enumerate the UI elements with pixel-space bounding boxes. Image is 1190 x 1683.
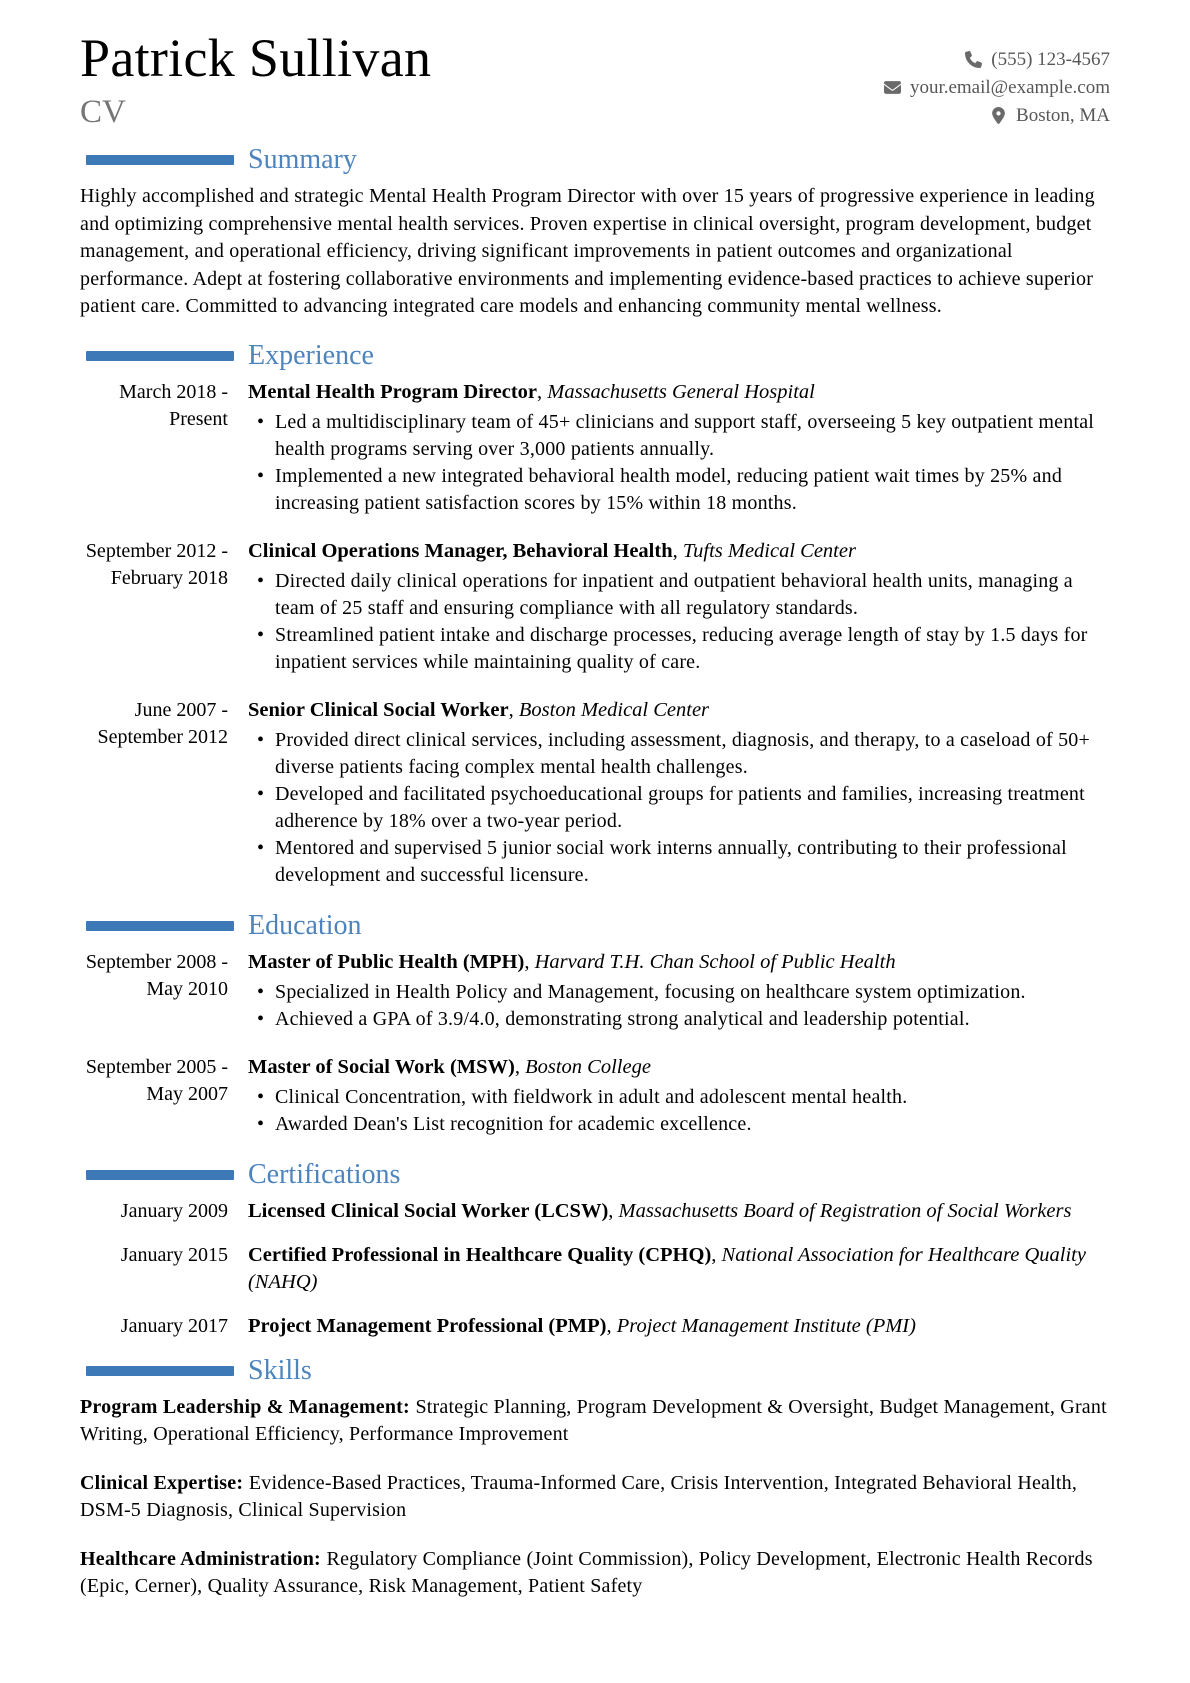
- bullet-dot: •: [257, 464, 265, 487]
- bullet-dot: •: [257, 728, 265, 751]
- entry-title: Senior Clinical Social Worker: [248, 698, 509, 721]
- entry-title-line: [248, 697, 1110, 724]
- person-name: Patrick Sullivan: [80, 28, 432, 88]
- entry-organization: Boston Medical Center: [518, 698, 710, 721]
- entry-organization: Project Management Institute (PMI): [616, 1314, 916, 1337]
- entry-title: Clinical Operations Manager, Behavioral Health: [248, 539, 673, 562]
- bullet-item: • Mentored and supervised 5 junior social work interns annually, contributing to their professional development and successful licensure.: [248, 835, 1110, 889]
- bullet-item: • Achieved a GPA of 3.9/4.0, demonstrating strong analytical and leadership potential.: [248, 1006, 1110, 1033]
- entry-title: Certified Professional in Healthcare Quality (CPHQ): [248, 1243, 712, 1266]
- certification-entry: [80, 1313, 1110, 1340]
- entry-title-line: [248, 1313, 1110, 1340]
- entry-dates: September 2012 - February 2018: [85, 539, 228, 589]
- section-accent-bar: [86, 921, 234, 931]
- entry-dates: September 2008 - May 2010: [85, 950, 228, 1000]
- experience-entry: [80, 538, 1110, 676]
- entry-separator: ,: [514, 1055, 526, 1078]
- entry-separator: ,: [711, 1243, 722, 1266]
- bullet-dot: •: [257, 836, 265, 859]
- entry-dates: March 2018 - Present: [119, 380, 228, 430]
- entry-title: Master of Social Work (MSW): [248, 1055, 515, 1078]
- skill-label: Healthcare Administration:: [80, 1547, 321, 1570]
- skill-group: [80, 1470, 1110, 1525]
- entry-title-line: [248, 379, 1110, 406]
- entry-separator: ,: [508, 698, 519, 721]
- header-identity: [80, 30, 431, 129]
- certification-entry: [80, 1198, 1110, 1225]
- bullet-item: • Clinical Concentration, with fieldwork in adult and adolescent mental health.: [248, 1084, 1110, 1111]
- entry-separator: ,: [672, 539, 683, 562]
- skill-text: Evidence-Based Practices, Trauma-Informed Care, Crisis Intervention, Integrated Behavioral Health, DSM-5 Diagnosis, Clinical Supervision: [80, 1471, 1078, 1522]
- entry-title: Project Management Professional (PMP): [248, 1314, 607, 1337]
- skill-text: Regulatory Compliance (Joint Commission), Policy Development, Electronic Health Records (Epic, Cerner), Quality Assurance, Risk Management, Patient Safety: [80, 1547, 1093, 1598]
- entry-organization: Harvard T.H. Chan School of Public Health: [534, 950, 896, 973]
- entry-dates: June 2007 - September 2012: [97, 698, 228, 748]
- skill-label: Program Leadership & Management:: [80, 1395, 410, 1418]
- email-icon: [884, 79, 901, 96]
- phone-icon: [965, 51, 982, 68]
- entry-separator: ,: [606, 1314, 617, 1337]
- bullet-dot: •: [257, 980, 265, 1003]
- document-subtitle: CV: [80, 93, 126, 130]
- bullet-dot: •: [257, 1007, 265, 1030]
- section-accent-bar: [86, 351, 234, 361]
- contact-location: Boston, MA: [1016, 105, 1110, 126]
- bullet-item: • Led a multidisciplinary team of 45+ clinicians and support staff, overseeing 5 key outpatient mental health programs serving over 3,000 patients annually.: [248, 409, 1110, 463]
- section-title-skills: Skills: [248, 1354, 312, 1386]
- experience-section-header: [80, 340, 1110, 372]
- entry-dates: January 2015: [120, 1243, 228, 1266]
- section-accent-bar: [86, 155, 234, 165]
- entry-title-line: [248, 538, 1110, 565]
- skill-group: [80, 1394, 1110, 1449]
- bullet-item: • Specialized in Health Policy and Management, focusing on healthcare system optimization.: [248, 979, 1110, 1006]
- bullet-item: • Provided direct clinical services, including assessment, diagnosis, and therapy, to a caseload of 50+ diverse patients facing complex mental health challenges.: [248, 727, 1110, 781]
- certifications-section-header: [80, 1159, 1110, 1191]
- experience-entry: [80, 379, 1110, 517]
- entry-organization: Tufts Medical Center: [682, 539, 856, 562]
- bullet-item: • Developed and facilitated psychoeducational groups for patients and families, increasing treatment adherence by 18% over a two-year period.: [248, 781, 1110, 835]
- bullet-item: • Implemented a new integrated behavioral health model, reducing patient wait times by 25% and increasing patient satisfaction scores by 15% within 18 months.: [248, 463, 1110, 517]
- entry-title-line: [248, 1198, 1110, 1225]
- section-accent-bar: [86, 1366, 234, 1376]
- entry-separator: ,: [537, 380, 548, 403]
- bullet-dot: •: [257, 782, 265, 805]
- certification-entry: [80, 1242, 1110, 1296]
- contact-email: your.email@example.com: [909, 77, 1110, 98]
- skill-text: Strategic Planning, Program Development & Oversight, Budget Management, Grant Writing, Operational Efficiency, Performance Improvement: [80, 1395, 1107, 1446]
- bullet-dot: •: [257, 623, 265, 646]
- contact-location-row: [990, 104, 1110, 127]
- entry-organization: National Association for Healthcare Quality (NAHQ): [248, 1243, 1086, 1293]
- location-pin-icon: [990, 107, 1007, 124]
- bullet-item: • Directed daily clinical operations for inpatient and outpatient behavioral health units, managing a team of 25 staff and ensuring compliance with all regulatory standards.: [248, 568, 1110, 622]
- bullet-item: • Streamlined patient intake and discharge processes, reducing average length of stay by 1.5 days for inpatient services while maintaining quality of care.: [248, 622, 1110, 676]
- entry-title: Mental Health Program Director: [248, 380, 537, 403]
- skill-group: [80, 1546, 1110, 1601]
- section-title-summary: Summary: [248, 144, 357, 176]
- contact-phone-row: [965, 48, 1110, 71]
- contact-phone: (555) 123-4567: [991, 49, 1110, 70]
- bullet-item: • Awarded Dean's List recognition for academic excellence.: [248, 1111, 1110, 1138]
- entry-organization: Boston College: [525, 1055, 651, 1078]
- header: [80, 30, 1110, 129]
- entry-separator: ,: [608, 1199, 619, 1222]
- contact-block: [884, 48, 1110, 127]
- entry-dates: January 2017: [120, 1314, 228, 1337]
- bullet-dot: •: [257, 1112, 265, 1135]
- education-section-header: [80, 910, 1110, 942]
- skills-section-header: [80, 1355, 1110, 1387]
- entry-dates: January 2009: [120, 1199, 228, 1222]
- contact-email-row: [884, 76, 1110, 99]
- education-entry: [80, 1054, 1110, 1138]
- section-title-experience: Experience: [248, 339, 374, 371]
- summary-section-header: [80, 144, 1110, 176]
- entry-organization: Massachusetts General Hospital: [547, 380, 815, 403]
- entry-separator: ,: [524, 950, 535, 973]
- bullet-dot: •: [257, 1085, 265, 1108]
- entry-title: Master of Public Health (MPH): [248, 950, 525, 973]
- summary-text: Highly accomplished and strategic Mental Health Program Director with over 15 years of progressive experience in leading and optimizing comprehensive mental health services. Proven expertise in clinical oversight, program development, budget management, and operational efficiency, driving significant improvements in patient outcomes and organizational performance. Adept at fostering collaborative environments and implementing evidence-based practices to achieve superior patient care. Committed to advancing integrated care models and enhancing community mental wellness.: [80, 185, 1095, 318]
- bullet-dot: •: [257, 569, 265, 592]
- bullet-dot: •: [257, 410, 265, 433]
- entry-organization: Massachusetts Board of Registration of Social Workers: [618, 1199, 1072, 1222]
- entry-title: Licensed Clinical Social Worker (LCSW): [248, 1199, 609, 1222]
- entry-title-line: [248, 1242, 1110, 1296]
- entry-dates: September 2005 - May 2007: [85, 1055, 228, 1105]
- entry-title-line: [248, 949, 1110, 976]
- skill-label: Clinical Expertise:: [80, 1471, 244, 1494]
- education-entry: [80, 949, 1110, 1033]
- entry-title-line: [248, 1054, 1110, 1081]
- section-title-education: Education: [248, 909, 362, 941]
- section-title-certifications: Certifications: [248, 1158, 401, 1190]
- section-accent-bar: [86, 1170, 234, 1180]
- experience-entry: [80, 697, 1110, 889]
